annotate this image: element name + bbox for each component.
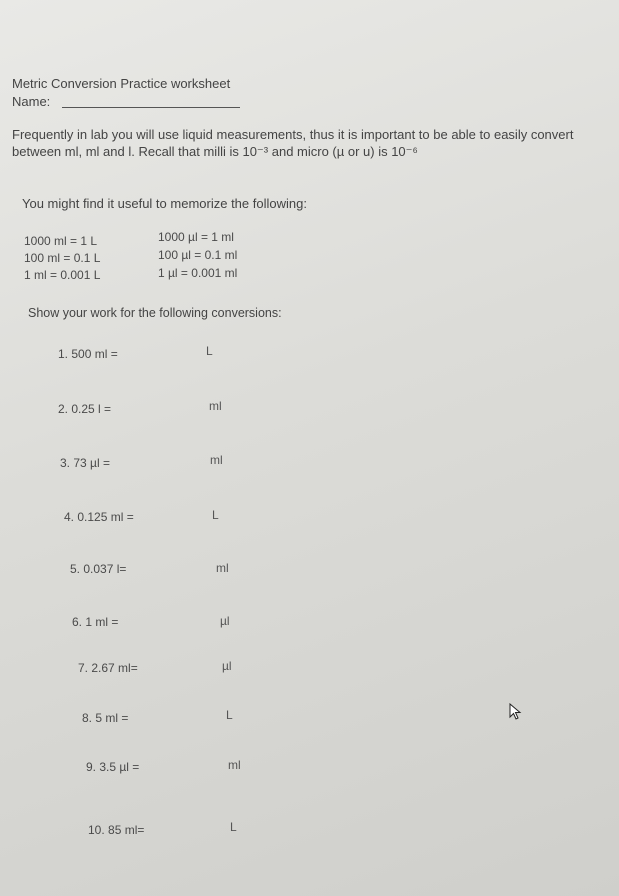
question-10: 10. 85 ml=: [88, 823, 145, 837]
name-label: Name:: [12, 94, 51, 109]
memorize-right-1: 1000 µl = 1 ml: [158, 230, 234, 244]
question-3-unit: ml: [210, 453, 223, 467]
memorize-left-3: 1 ml = 0.001 L: [24, 268, 101, 282]
question-2-unit: ml: [209, 399, 222, 413]
name-blank-line: [62, 107, 240, 108]
question-5: 5. 0.037 l=: [70, 562, 127, 576]
question-8-unit: L: [226, 708, 233, 722]
question-5-unit: ml: [216, 561, 229, 575]
memorize-right-2: 100 µl = 0.1 ml: [158, 248, 238, 262]
question-1-unit: L: [206, 344, 213, 358]
memorize-hint: You might find it useful to memorize the following:: [22, 196, 307, 211]
question-1: 1. 500 ml =: [58, 347, 118, 361]
question-9-unit: ml: [228, 758, 241, 772]
question-7: 7. 2.67 ml=: [78, 661, 138, 675]
instructions-text: Show your work for the following conversions:: [28, 306, 282, 320]
worksheet-title: Metric Conversion Practice worksheet: [12, 76, 231, 91]
question-2: 2. 0.25 l =: [58, 402, 112, 416]
memorize-left-1: 1000 ml = 1 L: [24, 234, 98, 248]
question-4: 4. 0.125 ml =: [64, 510, 134, 524]
intro-paragraph: Frequently in lab you will use liquid measurements, thus it is important to be able to easily convert between ml, ml and l. Recall that milli is 10⁻³ and micro (µ or u) is 10⁻⁶: [12, 127, 574, 159]
mouse-cursor-icon: [508, 703, 526, 721]
question-4-unit: L: [212, 508, 219, 522]
question-7-unit: µl: [222, 659, 232, 673]
question-8: 8. 5 ml =: [82, 711, 129, 725]
memorize-left-2: 100 ml = 0.1 L: [24, 251, 101, 265]
question-3: 3. 73 µl =: [60, 456, 110, 470]
memorize-right-3: 1 µl = 0.001 ml: [158, 266, 238, 280]
question-6-unit: µl: [220, 614, 230, 628]
question-9: 9. 3.5 µl =: [86, 760, 140, 774]
question-10-unit: L: [230, 820, 237, 834]
question-6: 6. 1 ml =: [72, 615, 119, 629]
